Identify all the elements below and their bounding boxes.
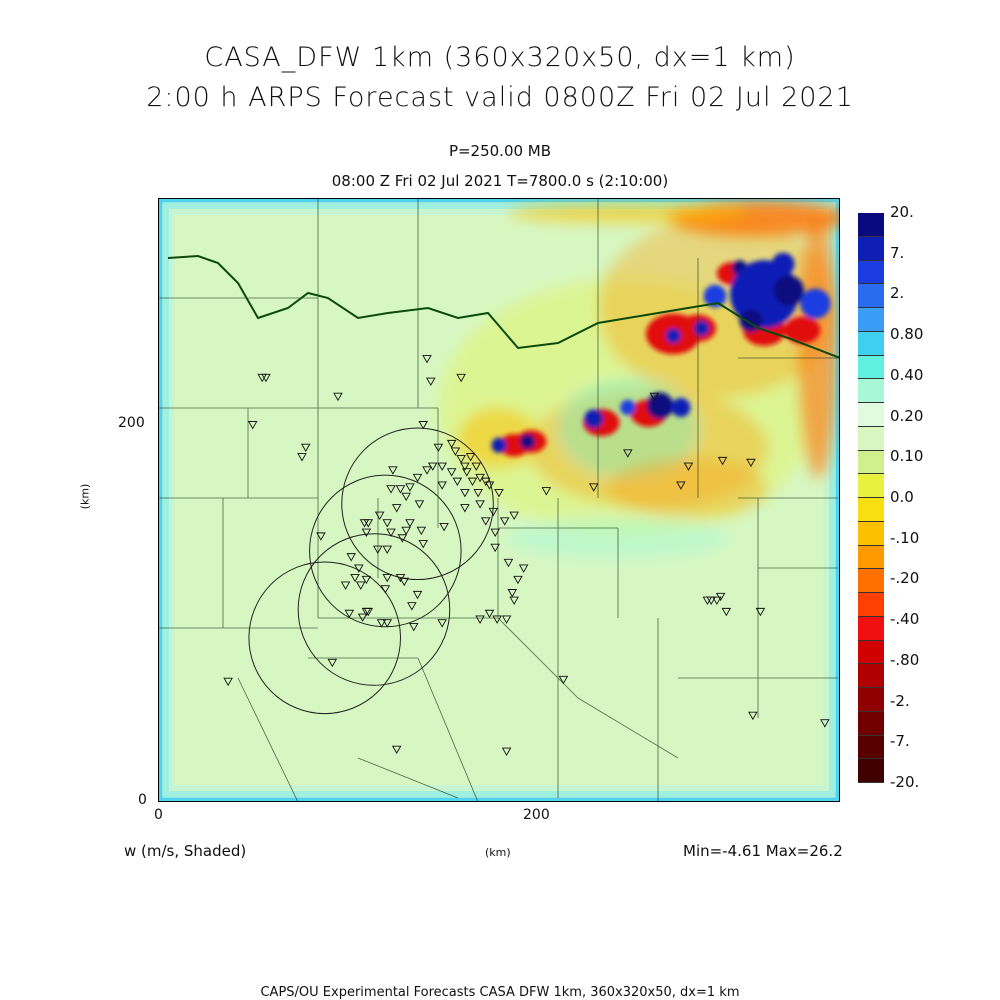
updraft-cell: [694, 321, 709, 336]
x-tick-200: 200: [523, 807, 550, 823]
x-axis-label: (km): [485, 846, 511, 859]
colorbar: [858, 213, 884, 783]
colorbar-label: -.10: [890, 528, 920, 547]
y-tick-0: 0: [138, 792, 147, 808]
colorbar-swatch: [858, 664, 884, 688]
y-tick-200: 200: [118, 415, 145, 431]
colorbar-swatch: [858, 688, 884, 712]
colorbar-swatch: [858, 759, 884, 783]
variable-label: w (m/s, Shaded): [124, 842, 247, 860]
updraft-cell: [800, 289, 830, 319]
colorbar-swatch: [858, 569, 884, 593]
colorbar-swatch: [858, 356, 884, 380]
footer-credit: CAPS/OU Experimental Forecasts CASA DFW 1km, 360x320x50, dx=1 km: [260, 985, 740, 1000]
updraft-cell: [774, 275, 804, 305]
colorbar-swatch: [858, 617, 884, 641]
colorbar-label: -20.: [890, 773, 920, 791]
colorbar-label: -.80: [890, 650, 920, 669]
colorbar-swatch: [858, 427, 884, 451]
colorbar-swatch: [858, 261, 884, 285]
colorbar-label: -.20: [890, 569, 920, 588]
colorbar-swatch: [858, 474, 884, 498]
colorbar-swatch: [858, 522, 884, 546]
colorbar-swatch: [858, 379, 884, 403]
colorbar-swatch: [858, 213, 884, 237]
valid-time-label: 08:00 Z Fri 02 Jul 2021 T=7800.0 s (2:10:00): [331, 172, 669, 190]
colorbar-swatch: [858, 284, 884, 308]
colorbar-label: -2.: [890, 691, 910, 710]
colorbar-label: 0.10: [890, 447, 924, 466]
colorbar-swatch: [858, 712, 884, 736]
min-max-label: Min=-4.61 Max=26.2: [683, 842, 843, 860]
title-line-1: CASA_DFW 1km (360x320x50, dx=1 km): [204, 42, 796, 73]
title-line-2: 2:00 h ARPS Forecast valid 0800Z Fri 02 Jul 2021: [146, 82, 854, 113]
colorbar-swatch: [858, 237, 884, 261]
colorbar-swatch: [858, 736, 884, 760]
updraft-cell: [647, 392, 674, 419]
colorbar-swatch: [858, 403, 884, 427]
colorbar-swatch: [858, 332, 884, 356]
updraft-cell: [491, 438, 506, 453]
updraft-cell: [620, 400, 635, 415]
colorbar-swatch: [858, 546, 884, 570]
colorbar-swatch: [858, 641, 884, 665]
colorbar-label: 20.: [890, 203, 914, 221]
colorbar-label: 2.: [890, 284, 905, 303]
colorbar-label: 0.20: [890, 406, 924, 425]
colorbar-label: -.40: [890, 610, 920, 629]
pressure-level-label: P=250.00 MB: [448, 142, 552, 160]
updraft-cell: [666, 328, 681, 343]
downdraft-cell: [784, 317, 820, 344]
colorbar-label: 7.: [890, 243, 905, 262]
updraft-cell: [520, 434, 535, 449]
updraft-cell: [671, 398, 690, 417]
colorbar-swatch: [858, 308, 884, 332]
colorbar-swatch: [858, 593, 884, 617]
forecast-map: [158, 198, 840, 802]
colorbar-swatch: [858, 498, 884, 522]
x-tick-0: 0: [154, 807, 163, 823]
colorbar-label: 0.40: [890, 365, 924, 384]
colorbar-label: 0.80: [890, 325, 924, 344]
colorbar-label: -7.: [890, 732, 910, 751]
colorbar-swatch: [858, 451, 884, 475]
updraft-cell: [584, 409, 603, 428]
updraft-cell: [772, 253, 795, 276]
colorbar-label: 0.0: [890, 488, 914, 506]
y-axis-label: (km): [78, 483, 92, 510]
